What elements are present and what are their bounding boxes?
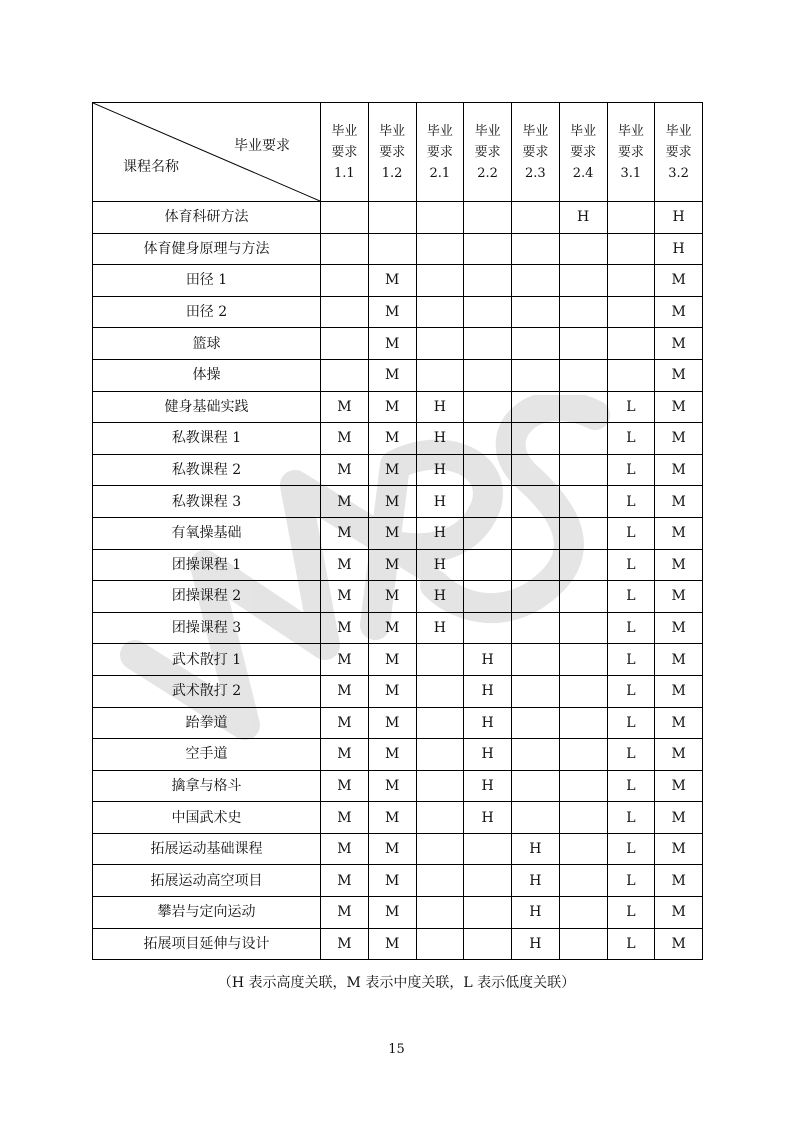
relevance-cell: L: [607, 517, 655, 549]
relevance-cell: [368, 202, 416, 234]
relevance-cell: L: [607, 644, 655, 676]
relevance-cell: [512, 770, 560, 802]
relevance-cell: L: [607, 770, 655, 802]
relevance-cell: H: [416, 391, 464, 423]
table-row: [93, 296, 703, 328]
course-name-cell: 攀岩与定向运动: [93, 897, 321, 929]
relevance-cell: H: [655, 202, 703, 234]
requirement-header-text: 2.2: [477, 165, 498, 181]
requirement-header-text: 3.1: [620, 165, 642, 181]
relevance-cell: M: [368, 675, 416, 707]
relevance-cell: M: [321, 865, 369, 897]
corner-label-requirement: 毕业要求: [234, 138, 290, 154]
relevance-cell: [512, 296, 560, 328]
relevance-cell: M: [321, 612, 369, 644]
relevance-cell: M: [655, 739, 703, 771]
relevance-cell: M: [321, 644, 369, 676]
table-row: [93, 233, 703, 265]
table-row: [93, 423, 703, 455]
table-row: [93, 644, 703, 676]
relevance-cell: [321, 328, 369, 360]
requirement-header-text: 要求: [617, 144, 644, 160]
relevance-cell: H: [464, 707, 512, 739]
relevance-cell: M: [321, 707, 369, 739]
relevance-cell: M: [655, 391, 703, 423]
relevance-cell: M: [368, 802, 416, 834]
relevance-cell: [416, 833, 464, 865]
relevance-cell: [559, 833, 607, 865]
requirement-header-text: 3.2: [668, 165, 689, 181]
table-row: [93, 770, 703, 802]
relevance-cell: [416, 359, 464, 391]
course-name-cell: 体操: [93, 359, 321, 391]
relevance-cell: [464, 517, 512, 549]
relevance-cell: L: [607, 423, 655, 455]
relevance-cell: [512, 707, 560, 739]
relevance-cell: [607, 202, 655, 234]
relevance-cell: [464, 833, 512, 865]
relevance-cell: L: [607, 928, 655, 960]
relevance-cell: M: [321, 739, 369, 771]
relevance-cell: [416, 328, 464, 360]
relevance-cell: [464, 897, 512, 929]
relevance-cell: M: [368, 928, 416, 960]
course-name-cell: 篮球: [93, 328, 321, 360]
relevance-cell: H: [416, 486, 464, 518]
course-name-cell: 团操课程 3: [93, 612, 321, 644]
relevance-cell: [416, 675, 464, 707]
relevance-cell: [464, 454, 512, 486]
relevance-cell: L: [607, 612, 655, 644]
table-row: [93, 202, 703, 234]
relevance-cell: [512, 328, 560, 360]
requirement-header-3: [416, 103, 464, 202]
course-name-cell: 团操课程 1: [93, 549, 321, 581]
relevance-cell: [559, 359, 607, 391]
requirement-header-2: [368, 103, 416, 202]
requirement-header-6: [559, 103, 607, 202]
relevance-cell: [559, 612, 607, 644]
relevance-cell: [559, 454, 607, 486]
course-name-cell: 跆拳道: [93, 707, 321, 739]
relevance-cell: M: [655, 865, 703, 897]
relevance-cell: M: [655, 296, 703, 328]
relevance-cell: H: [512, 833, 560, 865]
requirement-header-text: 2.3: [525, 165, 546, 181]
relevance-cell: M: [321, 928, 369, 960]
relevance-cell: [464, 296, 512, 328]
relevance-cell: [559, 423, 607, 455]
requirement-header-text: 毕业: [617, 123, 644, 139]
relevance-cell: M: [655, 517, 703, 549]
relevance-cell: H: [416, 423, 464, 455]
relevance-cell: M: [368, 644, 416, 676]
course-name-cell: 私教课程 3: [93, 486, 321, 518]
requirement-header-text: 要求: [379, 144, 406, 160]
table-row: [93, 739, 703, 771]
relevance-cell: [512, 739, 560, 771]
relevance-cell: [416, 865, 464, 897]
relevance-cell: M: [368, 770, 416, 802]
relevance-cell: H: [416, 549, 464, 581]
course-name-cell: 私教课程 2: [93, 454, 321, 486]
relevance-cell: M: [321, 517, 369, 549]
relevance-cell: M: [655, 423, 703, 455]
relevance-cell: M: [655, 454, 703, 486]
relevance-cell: [559, 265, 607, 297]
relevance-cell: M: [368, 833, 416, 865]
relevance-cell: [464, 865, 512, 897]
relevance-cell: M: [321, 391, 369, 423]
relevance-cell: H: [464, 770, 512, 802]
relevance-cell: H: [559, 202, 607, 234]
relevance-cell: H: [416, 612, 464, 644]
relevance-cell: [416, 802, 464, 834]
relevance-cell: [512, 454, 560, 486]
relevance-cell: [559, 517, 607, 549]
relevance-cell: [512, 486, 560, 518]
course-name-cell: 拓展运动高空项目: [93, 865, 321, 897]
relevance-cell: L: [607, 549, 655, 581]
requirement-header-4: [464, 103, 512, 202]
relevance-cell: [321, 265, 369, 297]
relevance-cell: M: [368, 265, 416, 297]
relevance-cell: H: [512, 865, 560, 897]
relevance-cell: M: [321, 770, 369, 802]
graduation-requirement-matrix: [92, 102, 703, 960]
relevance-cell: M: [368, 865, 416, 897]
relevance-cell: H: [512, 928, 560, 960]
relevance-cell: [559, 770, 607, 802]
relevance-cell: [464, 612, 512, 644]
relevance-cell: M: [655, 770, 703, 802]
relevance-cell: [464, 928, 512, 960]
table-row: [93, 359, 703, 391]
relevance-cell: M: [655, 581, 703, 613]
relevance-cell: [512, 581, 560, 613]
relevance-cell: L: [607, 486, 655, 518]
relevance-cell: L: [607, 707, 655, 739]
relevance-cell: M: [368, 897, 416, 929]
diagonal-header-cell: [93, 103, 321, 202]
relevance-cell: M: [368, 549, 416, 581]
relevance-cell: [321, 296, 369, 328]
course-name-cell: 私教课程 1: [93, 423, 321, 455]
relevance-cell: M: [655, 549, 703, 581]
course-name-cell: 中国武术史: [93, 802, 321, 834]
relevance-cell: [464, 549, 512, 581]
relevance-cell: M: [321, 802, 369, 834]
relevance-cell: M: [368, 581, 416, 613]
relevance-cell: [607, 265, 655, 297]
relevance-cell: [416, 296, 464, 328]
relevance-cell: [512, 549, 560, 581]
relevance-cell: M: [655, 265, 703, 297]
relevance-cell: [464, 391, 512, 423]
requirement-header-text: 毕业: [665, 123, 692, 139]
requirement-header-text: 要求: [522, 144, 549, 160]
relevance-cell: [559, 707, 607, 739]
relevance-cell: M: [368, 486, 416, 518]
relevance-cell: [559, 296, 607, 328]
relevance-cell: [559, 802, 607, 834]
course-name-cell: 田径 1: [93, 265, 321, 297]
relevance-cell: M: [655, 897, 703, 929]
relevance-cell: [416, 644, 464, 676]
relevance-cell: L: [607, 802, 655, 834]
table-row: [93, 802, 703, 834]
requirement-header-text: 毕业: [426, 123, 453, 139]
relevance-cell: M: [368, 454, 416, 486]
requirement-header-text: 要求: [426, 144, 453, 160]
relevance-cell: M: [321, 897, 369, 929]
relevance-cell: M: [368, 391, 416, 423]
relevance-cell: M: [655, 486, 703, 518]
requirement-header-text: 毕业: [379, 123, 406, 139]
requirement-header-text: 毕业: [474, 123, 501, 139]
table-row: [93, 486, 703, 518]
relevance-cell: [464, 233, 512, 265]
relevance-cell: [512, 202, 560, 234]
relevance-cell: [559, 581, 607, 613]
relevance-cell: [321, 359, 369, 391]
relevance-cell: L: [607, 391, 655, 423]
relevance-cell: [512, 802, 560, 834]
table-row: [93, 833, 703, 865]
requirement-header-text: 毕业: [570, 123, 597, 139]
relevance-cell: M: [655, 707, 703, 739]
course-name-cell: 擒拿与格斗: [93, 770, 321, 802]
table-row: [93, 454, 703, 486]
relevance-cell: H: [464, 802, 512, 834]
course-name-cell: 田径 2: [93, 296, 321, 328]
course-name-cell: 有氧操基础: [93, 517, 321, 549]
requirement-header-text: 2.1: [429, 165, 451, 181]
table-row: [93, 517, 703, 549]
relevance-cell: M: [321, 486, 369, 518]
relevance-cell: L: [607, 675, 655, 707]
relevance-cell: M: [655, 928, 703, 960]
relevance-cell: [368, 233, 416, 265]
requirement-header-text: 1.1: [334, 165, 355, 181]
relevance-cell: M: [368, 359, 416, 391]
relevance-cell: M: [368, 328, 416, 360]
relevance-cell: [512, 391, 560, 423]
requirement-header-7: [607, 103, 655, 202]
relevance-cell: [559, 897, 607, 929]
relevance-cell: H: [655, 233, 703, 265]
relevance-cell: [464, 359, 512, 391]
relevance-cell: L: [607, 833, 655, 865]
relevance-cell: [559, 739, 607, 771]
relevance-cell: [464, 265, 512, 297]
table-row: [93, 928, 703, 960]
relevance-cell: M: [368, 423, 416, 455]
relevance-cell: [607, 328, 655, 360]
relevance-cell: M: [655, 644, 703, 676]
relevance-cell: [464, 423, 512, 455]
relevance-cell: L: [607, 581, 655, 613]
table-row: [93, 549, 703, 581]
table-row: [93, 328, 703, 360]
relevance-cell: [464, 328, 512, 360]
relevance-cell: [512, 359, 560, 391]
relevance-cell: [559, 928, 607, 960]
relevance-cell: [512, 265, 560, 297]
relevance-cell: [512, 517, 560, 549]
relevance-cell: [416, 770, 464, 802]
relevance-cell: H: [416, 581, 464, 613]
relevance-cell: M: [321, 581, 369, 613]
relevance-cell: M: [368, 739, 416, 771]
requirement-header-5: [512, 103, 560, 202]
requirement-header-text: 要求: [570, 144, 597, 160]
relevance-cell: [464, 486, 512, 518]
relevance-cell: [512, 423, 560, 455]
table-row: [93, 897, 703, 929]
course-name-cell: 体育健身原理与方法: [93, 233, 321, 265]
table-row: [93, 265, 703, 297]
course-name-cell: 空手道: [93, 739, 321, 771]
relevance-cell: L: [607, 454, 655, 486]
table-row: [93, 581, 703, 613]
relevance-cell: [607, 359, 655, 391]
relevance-cell: M: [368, 517, 416, 549]
relevance-cell: M: [655, 328, 703, 360]
relevance-cell: [416, 739, 464, 771]
relevance-cell: [464, 581, 512, 613]
relevance-cell: [607, 296, 655, 328]
course-name-cell: 拓展项目延伸与设计: [93, 928, 321, 960]
relevance-cell: M: [368, 707, 416, 739]
relevance-cell: H: [416, 517, 464, 549]
relevance-cell: H: [464, 675, 512, 707]
relevance-cell: [416, 265, 464, 297]
relevance-cell: M: [321, 833, 369, 865]
relevance-cell: [416, 202, 464, 234]
relevance-cell: [559, 549, 607, 581]
relevance-cell: [464, 202, 512, 234]
relevance-cell: [512, 644, 560, 676]
relevance-cell: [559, 233, 607, 265]
relevance-cell: L: [607, 897, 655, 929]
requirement-header-text: 要求: [474, 144, 501, 160]
relevance-cell: [559, 391, 607, 423]
relevance-cell: M: [655, 802, 703, 834]
relevance-cell: M: [655, 359, 703, 391]
relevance-cell: [321, 233, 369, 265]
relevance-cell: [559, 328, 607, 360]
relevance-cell: M: [368, 296, 416, 328]
relevance-cell: [512, 233, 560, 265]
requirement-header-text: 1.2: [381, 165, 403, 181]
legend-note: （H 表示高度关联，M 表示中度关联，L 表示低度关联）: [217, 975, 576, 991]
relevance-cell: [559, 486, 607, 518]
relevance-cell: H: [464, 644, 512, 676]
relevance-cell: [559, 865, 607, 897]
course-name-cell: 武术散打 1: [93, 644, 321, 676]
table-row: [93, 707, 703, 739]
requirement-header-text: 要求: [331, 144, 358, 160]
relevance-cell: M: [655, 612, 703, 644]
relevance-cell: [512, 612, 560, 644]
requirement-header-1: [321, 103, 369, 202]
requirement-header-text: 2.4: [572, 165, 594, 181]
course-name-cell: 拓展运动基础课程: [93, 833, 321, 865]
relevance-cell: [416, 928, 464, 960]
page-number: 15: [388, 1042, 405, 1057]
course-name-cell: 武术散打 2: [93, 675, 321, 707]
course-name-cell: 团操课程 2: [93, 581, 321, 613]
course-name-cell: 体育科研方法: [93, 202, 321, 234]
relevance-cell: [607, 233, 655, 265]
table-row: [93, 612, 703, 644]
corner-label-course: 课程名称: [123, 159, 179, 175]
header-row: [93, 103, 703, 202]
relevance-cell: M: [321, 423, 369, 455]
requirement-header-8: [655, 103, 703, 202]
relevance-cell: [559, 675, 607, 707]
relevance-cell: H: [416, 454, 464, 486]
relevance-cell: [321, 202, 369, 234]
relevance-cell: L: [607, 739, 655, 771]
relevance-cell: M: [321, 549, 369, 581]
relevance-cell: [512, 675, 560, 707]
relevance-cell: [416, 897, 464, 929]
table-row: [93, 675, 703, 707]
table-row: [93, 391, 703, 423]
relevance-cell: M: [368, 612, 416, 644]
course-name-cell: 健身基础实践: [93, 391, 321, 423]
relevance-cell: [416, 233, 464, 265]
relevance-cell: M: [321, 454, 369, 486]
relevance-cell: M: [655, 675, 703, 707]
relevance-cell: L: [607, 865, 655, 897]
relevance-cell: H: [512, 897, 560, 929]
table-row: [93, 865, 703, 897]
relevance-cell: [559, 644, 607, 676]
relevance-cell: M: [655, 833, 703, 865]
relevance-cell: [416, 707, 464, 739]
requirement-header-text: 要求: [665, 144, 692, 160]
requirement-header-text: 毕业: [522, 123, 549, 139]
relevance-cell: M: [321, 675, 369, 707]
relevance-cell: H: [464, 739, 512, 771]
requirement-header-text: 毕业: [331, 123, 358, 139]
